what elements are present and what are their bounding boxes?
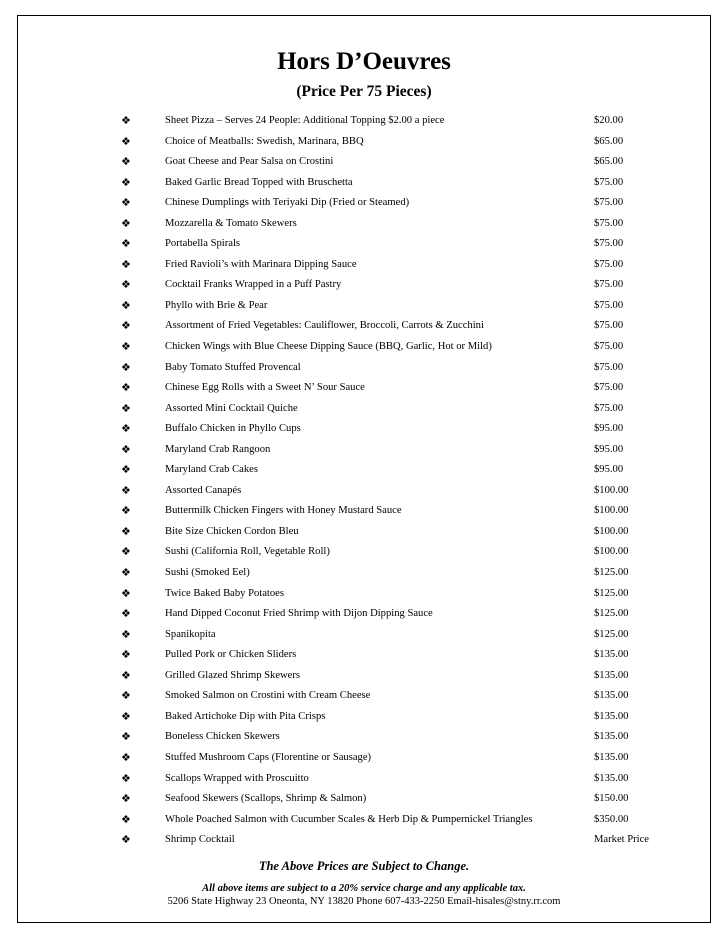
menu-item-price: $75.00: [594, 341, 624, 353]
menu-item-price: $135.00: [594, 669, 629, 681]
diamond-bullet-icon: ❖: [121, 175, 131, 189]
diamond-bullet-icon: ❖: [121, 257, 131, 271]
menu-item-name: Chicken Wings with Blue Cheese Dipping Sauce (BBQ, Garlic, Hot or Mild): [165, 341, 492, 353]
service-charge-notice: All above items are subject to a 20% service charge and any applicable tax.: [202, 883, 526, 894]
menu-item-name: Chinese Dumplings with Teriyaki Dip (Fried or Steamed): [165, 197, 410, 209]
menu-item: [0, 604, 728, 625]
menu-item-price: $100.00: [594, 546, 629, 558]
menu-item: [0, 399, 728, 420]
menu-item-price: $95.00: [594, 464, 624, 476]
diamond-bullet-icon: ❖: [121, 771, 131, 785]
diamond-bullet-icon: ❖: [121, 504, 131, 518]
menu-item-price: $350.00: [594, 813, 629, 825]
diamond-bullet-icon: ❖: [121, 463, 131, 477]
menu-item: [0, 255, 728, 276]
menu-item-price: $135.00: [594, 710, 629, 722]
diamond-bullet-icon: ❖: [121, 134, 131, 148]
menu-item-name: Bite Size Chicken Cordon Bleu: [165, 525, 299, 537]
menu-item: [0, 584, 728, 605]
diamond-bullet-icon: ❖: [121, 155, 131, 169]
menu-item-name: Portabella Spirals: [165, 238, 241, 250]
diamond-bullet-icon: ❖: [121, 709, 131, 723]
menu-item-price: $65.00: [594, 135, 624, 147]
menu-item-name: Buttermilk Chicken Fingers with Honey Mustard Sauce: [165, 505, 402, 517]
menu-item-price: Market Price: [594, 834, 650, 846]
menu-item: [0, 481, 728, 502]
diamond-bullet-icon: ❖: [121, 792, 131, 806]
menu-item: [0, 501, 728, 522]
menu-item: [0, 645, 728, 666]
menu-item: [0, 625, 728, 646]
menu-item-price: $75.00: [594, 197, 624, 209]
menu-item-price: $100.00: [594, 505, 629, 517]
menu-item-price: $75.00: [594, 258, 624, 270]
diamond-bullet-icon: ❖: [121, 689, 131, 703]
menu-item-name: Grilled Glazed Shrimp Skewers: [165, 669, 301, 681]
menu-item-name: Baked Artichoke Dip with Pita Crisps: [165, 710, 326, 722]
diamond-bullet-icon: ❖: [121, 730, 131, 744]
menu-item-name: Scallops Wrapped with Proscuitto: [165, 772, 309, 784]
menu-item-price: $75.00: [594, 361, 624, 373]
diamond-bullet-icon: ❖: [121, 196, 131, 210]
menu-item: [0, 522, 728, 543]
diamond-bullet-icon: ❖: [121, 381, 131, 395]
menu-item-name: Choice of Meatballs: Swedish, Marinara, BBQ: [165, 135, 364, 147]
menu-item: [0, 542, 728, 563]
menu-item-price: $75.00: [594, 320, 624, 332]
menu-item-name: Shrimp Cocktail: [165, 834, 235, 846]
diamond-bullet-icon: ❖: [121, 545, 131, 559]
menu-item: [0, 296, 728, 317]
diamond-bullet-icon: ❖: [121, 524, 131, 538]
menu-item-price: $125.00: [594, 567, 629, 579]
menu-item-name: Sushi (Smoked Eel): [165, 567, 250, 579]
diamond-bullet-icon: ❖: [121, 278, 131, 292]
menu-item-price: $125.00: [594, 628, 629, 640]
menu-item: [0, 789, 728, 810]
menu-item-price: $135.00: [594, 772, 629, 784]
menu-item: [0, 666, 728, 687]
menu-item-price: $150.00: [594, 793, 629, 805]
menu-item-price: $75.00: [594, 238, 624, 250]
menu-item-name: Boneless Chicken Skewers: [165, 731, 280, 743]
menu-item: [0, 193, 728, 214]
menu-item: [0, 337, 728, 358]
menu-item-name: Mozzarella & Tomato Skewers: [165, 217, 297, 229]
menu-item: [0, 769, 728, 790]
menu-item-price: $20.00: [594, 115, 624, 126]
menu-item-name: Assortment of Fried Vegetables: Cauliflower, Broccoli, Carrots & Zucchini: [165, 320, 484, 332]
menu-item-name: Pulled Pork or Chicken Sliders: [165, 649, 297, 661]
diamond-bullet-icon: ❖: [121, 483, 131, 497]
menu-item: [0, 152, 728, 173]
menu-item: [0, 358, 728, 379]
menu-item-name: Assorted Canapés: [165, 484, 242, 496]
diamond-bullet-icon: ❖: [121, 750, 131, 764]
diamond-bullet-icon: ❖: [121, 422, 131, 436]
menu-item-price: $100.00: [594, 525, 629, 537]
menu-item-price: $100.00: [594, 484, 629, 496]
menu-item: [0, 460, 728, 481]
diamond-bullet-icon: ❖: [121, 607, 131, 621]
menu-item-name: Goat Cheese and Pear Salsa on Crostini: [165, 156, 334, 168]
page-subtitle: (Price Per 75 Pieces): [296, 83, 432, 100]
diamond-bullet-icon: ❖: [121, 114, 131, 127]
menu-item: [0, 111, 728, 132]
diamond-bullet-icon: ❖: [121, 442, 131, 456]
menu-item-name: Baked Garlic Bread Topped with Bruschetta: [165, 176, 353, 188]
menu-item-price: $75.00: [594, 402, 624, 414]
menu-item-price: $95.00: [594, 443, 624, 455]
menu-item: [0, 173, 728, 194]
menu-item-price: $75.00: [594, 382, 624, 394]
diamond-bullet-icon: ❖: [121, 340, 131, 354]
diamond-bullet-icon: ❖: [121, 216, 131, 230]
menu-item-name: Phyllo with Brie & Pear: [165, 299, 268, 311]
diamond-bullet-icon: ❖: [121, 586, 131, 600]
menu-item-name: Chinese Egg Rolls with a Sweet N’ Sour Sauce: [165, 382, 365, 394]
diamond-bullet-icon: ❖: [121, 319, 131, 333]
menu-item-price: $75.00: [594, 299, 624, 311]
diamond-bullet-icon: ❖: [121, 627, 131, 641]
menu-item-price: $135.00: [594, 751, 629, 763]
menu-item: [0, 727, 728, 748]
menu-item-name: Spanikopita: [165, 628, 216, 640]
menu-item-price: $125.00: [594, 608, 629, 620]
menu-item-price: $75.00: [594, 176, 624, 188]
menu-item: [0, 419, 728, 440]
diamond-bullet-icon: ❖: [121, 237, 131, 251]
menu-list: [0, 111, 728, 851]
diamond-bullet-icon: ❖: [121, 833, 131, 847]
menu-item-price: $65.00: [594, 156, 624, 168]
diamond-bullet-icon: ❖: [121, 401, 131, 415]
diamond-bullet-icon: ❖: [121, 812, 131, 826]
diamond-bullet-icon: ❖: [121, 360, 131, 374]
menu-item-price: $75.00: [594, 279, 624, 291]
menu-item-name: Maryland Crab Rangoon: [165, 443, 271, 455]
menu-item-name: Baby Tomato Stuffed Provencal: [165, 361, 301, 373]
menu-item: [0, 830, 728, 851]
menu-item: [0, 440, 728, 461]
menu-item-name: Assorted Mini Cocktail Quiche: [165, 402, 298, 414]
menu-item: [0, 810, 728, 831]
menu-item-name: Whole Poached Salmon with Cucumber Scales & Herb Dip & Pumpernickel Triangles: [165, 813, 533, 825]
menu-item-name: Seafood Skewers (Scallops, Shrimp & Salmon): [165, 793, 367, 805]
menu-item-price: $135.00: [594, 649, 629, 661]
menu-item: [0, 275, 728, 296]
diamond-bullet-icon: ❖: [121, 566, 131, 580]
menu-item-name: Maryland Crab Cakes: [165, 464, 258, 476]
menu-item: [0, 214, 728, 235]
menu-item-name: Cocktail Franks Wrapped in a Puff Pastry: [165, 279, 342, 291]
menu-item: [0, 378, 728, 399]
menu-item: [0, 707, 728, 728]
menu-item-price: $125.00: [594, 587, 629, 599]
contact-address: 5206 State Highway 23 Oneonta, NY 13820 Phone 607-433-2250 Email-hisales@stny.rr.com: [167, 896, 561, 907]
menu-item-name: Fried Ravioli’s with Marinara Dipping Sauce: [165, 258, 357, 270]
page-title: Hors D’Oeuvres: [277, 48, 451, 75]
menu-item-name: Buffalo Chicken in Phyllo Cups: [165, 423, 301, 435]
menu-item-price: $75.00: [594, 217, 624, 229]
menu-item: [0, 132, 728, 153]
menu-item-name: Stuffed Mushroom Caps (Florentine or Sausage): [165, 751, 372, 763]
menu-item: [0, 686, 728, 707]
menu-item: [0, 316, 728, 337]
diamond-bullet-icon: ❖: [121, 648, 131, 662]
menu-item: [0, 234, 728, 255]
diamond-bullet-icon: ❖: [121, 298, 131, 312]
menu-item-price: $135.00: [594, 731, 629, 743]
menu-item-price: $135.00: [594, 690, 629, 702]
menu-item-name: Sushi (California Roll, Vegetable Roll): [165, 546, 330, 558]
menu-item: [0, 748, 728, 769]
menu-item: [0, 563, 728, 584]
menu-item-name: Twice Baked Baby Potatoes: [165, 587, 284, 599]
menu-item-name: Sheet Pizza – Serves 24 People: Additional Topping $2.00 a piece: [165, 115, 445, 126]
menu-item-name: Smoked Salmon on Crostini with Cream Cheese: [165, 690, 371, 702]
menu-item-name: Hand Dipped Coconut Fried Shrimp with Dijon Dipping Sauce: [165, 608, 433, 620]
diamond-bullet-icon: ❖: [121, 668, 131, 682]
price-change-notice: The Above Prices are Subject to Change.: [258, 859, 470, 873]
menu-item-price: $95.00: [594, 423, 624, 435]
